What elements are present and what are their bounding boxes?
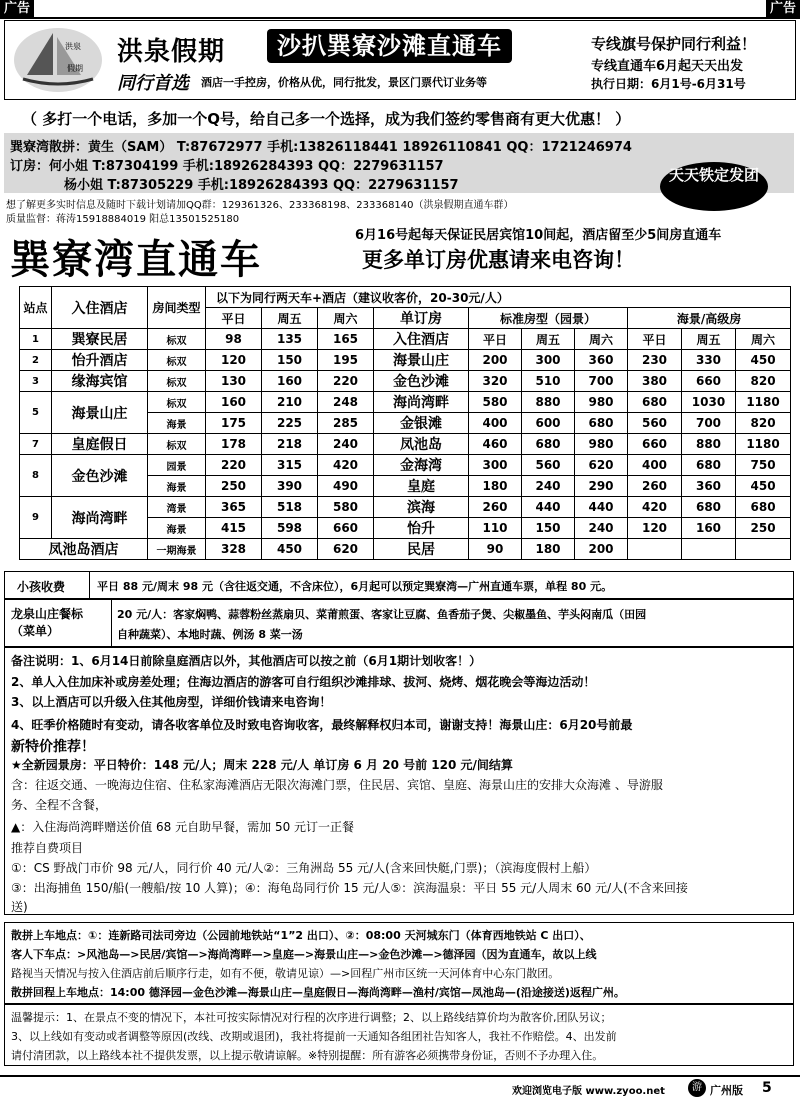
footer-rule [0,1075,800,1077]
pickup-line: 客人下车点：>风池岛—>民居/宾馆—>海尚湾畔—>皇庭—>海景山庄—>金色沙滩—>德泽园（因为直通车，故以上线 [11,948,597,961]
sub-title-1: 6月16号起每天保证民居宾馆10间起，酒店留至少5间房直通车 [355,228,722,243]
table-cell: 标双 [148,371,206,392]
table-cell: 怡升 [374,518,469,539]
table-cell: 缘海宾馆 [52,371,148,392]
table-cell: 300 [522,350,575,371]
table-cell: 330 [682,350,736,371]
table-cell: 880 [522,392,575,413]
table-cell: 周六 [736,329,791,350]
table-cell: 240 [575,518,628,539]
note-line: 推荐自费项目 [11,841,84,855]
table-cell: 700 [575,371,628,392]
table-cell: 220 [318,371,374,392]
meal-text-2: 自种蔬菜）、本地时蔬、例汤 8 菜一汤 [117,628,303,641]
header-hotel: 入住酒店 [52,287,148,329]
contact-line-2: 订房：何小姐 T:87304199 手机:18926284393 QQ：2279631157 [10,159,444,174]
header-station: 站点 [20,287,52,329]
table-cell: 980 [575,434,628,455]
table-cell: 880 [682,434,736,455]
tip-line: 温馨提示：1、在景点不变的情况下，本社可按实际情况对行程的次序进行调整；2、以上路线结算价均为散客价,团队另议； [11,1011,612,1024]
note-line: ★全新园景房：平日特价：148 元/人；周末 228 元/人 单订房 6 月 20 号前 120 元/间结算 [11,758,513,772]
note-line: 送) [11,900,28,914]
table-cell: 凤池岛 [374,434,469,455]
note-line: ③：出海捕鱼 150/船(一艘船/按 10 人算)；④：海龟岛同行价 15 元/人⑤：滨海温泉：平日 55 元/人周末 60 元/人(不含来回接 [11,881,688,895]
contact-line-1: 巽寮湾散拼：黄生（SAM） T:87672977 手机:13826118441 18926110841 QQ：1721246974 [10,140,632,155]
table-cell: 1030 [682,392,736,413]
table-cell: 210 [262,392,318,413]
table-cell: 360 [575,350,628,371]
table-cell: 248 [318,392,374,413]
pickup-line: 散拼回程上车地点：14:00 德泽园—金色沙滩—海景山庄—皇庭假日—海尚湾畔—渔村/宾馆—凤池岛—(沿途接送)返程广州。 [11,986,625,999]
table-cell: 195 [318,350,374,371]
table-cell: 680 [682,455,736,476]
sailboat-icon [13,27,103,93]
table-cell: 380 [628,371,682,392]
header-slogan-2: 专线直通车6月起天天出发 [591,59,744,74]
table-row [20,497,791,518]
table-cell: 海景山庄 [52,392,148,434]
tagline: 同行首选 [117,73,189,94]
table-cell: 400 [628,455,682,476]
table-cell: 230 [628,350,682,371]
note-line: ①：CS 野战门市价 98 元/人，同行价 40 元/人②：三角洲岛 55 元/人(含来回快艇,门票)；（滨海度假村上船） [11,861,597,875]
ad-label-left: 广告 [0,0,34,17]
tagline-detail: 酒店一手控房，价格从优，同行批发，景区门票代订业务等 [201,76,487,89]
price-table [19,286,791,560]
table-cell: 750 [736,455,791,476]
table-cell: 415 [206,518,262,539]
table-cell: 周五 [522,329,575,350]
table-cell: 680 [628,392,682,413]
header-friday: 周五 [262,308,318,329]
meal-text-1: 20 元/人：客家焖鸭、蒜蓉粉丝蒸扇贝、菜莆煎蛋、客家让豆腐、鱼香茄子煲、尖椒墨鱼、芋头闷南瓜（田园 [117,608,647,621]
note-line: 务、全程不含餐， [11,798,108,812]
table-cell: 260 [628,476,682,497]
table-cell: 218 [262,434,318,455]
table-cell: 120 [628,518,682,539]
table-cell: 250 [736,518,791,539]
table-cell: 450 [736,350,791,371]
table-cell: 130 [206,371,262,392]
table-cell: 560 [628,413,682,434]
child-fee-section [4,571,794,599]
table-cell: 海尚湾畔 [374,392,469,413]
table-cell: 400 [469,413,522,434]
table-cell: 240 [318,434,374,455]
header [4,20,796,100]
table-cell: 510 [522,371,575,392]
table-cell: 600 [522,413,575,434]
note-line: 含：往返交通、一晚海边住宿、住私家海滩酒店无限次海滩门票，住民居、宾馆、皇庭、海景山庄的安排大众海滩 、导游服 [11,778,663,792]
table-cell: 金海湾 [374,455,469,476]
page-number: 5 [762,1080,772,1096]
table-cell: 160 [206,392,262,413]
table-cell: 320 [469,371,522,392]
table-cell: 入住酒店 [374,329,469,350]
table-cell: 160 [682,518,736,539]
table-cell: 175 [206,413,262,434]
table-cell: 365 [206,497,262,518]
tip-line: 请付清团款，以上路线本社不提供发票，以上提示敬请谅解。※特别提醒：所有游客必须携带身份证，否则不予办理入住。 [11,1049,604,1062]
footer-edition: 广州版 [710,1084,743,1097]
note-line: 新特价推荐！ [11,739,95,755]
table-cell: 680 [522,434,575,455]
pickup-line: 路视当天情况与按入住酒店前后顺序行走，如有不便，敬请见谅）—>回程广州市区统一天河体育中心东门散团。 [11,967,560,980]
header-dates: 执行日期：6月1号-6月31号 [591,77,746,91]
table-cell: 328 [206,539,262,560]
table-cell: 8 [20,455,52,497]
table-cell: 海景 [148,413,206,434]
table-cell: 290 [575,476,628,497]
table-cell: 海景 [148,476,206,497]
table-cell: 220 [206,455,262,476]
table-cell: 7 [20,434,52,455]
table-cell: 360 [682,476,736,497]
table-cell: 皇庭 [374,476,469,497]
table-row [20,434,791,455]
note-line: 2、单人入住加床补或房差处理；住海边酒店的游客可自行组织沙滩排球、拔河、烧烤、烟花晚会等海边活动！ [11,675,596,689]
meal-section [4,599,794,647]
table-cell: 285 [318,413,374,434]
note-line: 3、以上酒店可以升级入住其他房型，详细价钱请来电咨询！ [11,695,332,709]
brand-name: 洪泉假期 [117,37,226,67]
table-cell: 150 [522,518,575,539]
table-cell: 2 [20,350,52,371]
pickup-line: 散拼上车地点：①：连新路司法司旁边（公园前地铁站“1”2 出口）、②：08:00 天河城东门（体育西地铁站 C 出口）、 [11,929,591,942]
table-cell: 620 [575,455,628,476]
table-cell: 300 [469,455,522,476]
table-cell: 标双 [148,434,206,455]
notes-section [4,647,794,915]
header-seaview-room: 海景/高级房 [628,308,791,329]
header-weekday: 平日 [206,308,262,329]
table-row [20,329,791,350]
table-cell: 580 [318,497,374,518]
logo-text-top: 洪泉 [65,42,81,51]
table-cell: 标双 [148,350,206,371]
contact-line-3: 杨小姐 T:87305229 手机:18926284393 QQ：2279631157 [64,178,459,193]
table-cell: 9 [20,497,52,539]
header-group-price: 以下为同行两天车+酒店（建议收客价，20-30元/人） [206,287,791,308]
table-cell: 金银滩 [374,413,469,434]
table-cell [682,539,736,560]
table-cell: 580 [469,392,522,413]
table-cell: 680 [736,497,791,518]
table-row [20,392,791,413]
table-cell: 一期海景 [148,539,206,560]
table-cell: 620 [318,539,374,560]
table-cell: 90 [469,539,522,560]
daily-departure-badge: 天天铁定发团 [660,162,768,211]
table-cell: 凤池岛酒店 [20,539,148,560]
header-standard-room: 标准房型（园景） [469,308,628,329]
table-cell: 1 [20,329,52,350]
qq-group-info: 想了解更多实时信息及随时下载计划请加QQ群：129361326、233368198、233368140（洪泉假期直通车群） [6,200,514,211]
header-slogan-1: 专线旗号保护同行利益！ [591,35,757,53]
table-row [20,455,791,476]
table-cell: 820 [736,413,791,434]
table-cell: 390 [262,476,318,497]
header-single-room: 单订房 [374,308,469,329]
table-cell: 440 [522,497,575,518]
note-line: 备注说明：1、6月14日前除皇庭酒店以外，其他酒店可以按之前（6月1期计划收客！） [11,654,482,668]
table-cell: 园景 [148,455,206,476]
main-title: 巽寮湾直通车 [10,237,262,283]
logo [13,27,103,93]
table-cell: 海尚湾畔 [52,497,148,539]
table-cell: 660 [318,518,374,539]
table-cell: 420 [628,497,682,518]
table-cell: 700 [682,413,736,434]
table-cell: 180 [469,476,522,497]
pickup-section [4,922,794,1004]
table-cell: 110 [469,518,522,539]
table-cell: 1180 [736,392,791,413]
table-cell: 680 [575,413,628,434]
table-cell: 皇庭假日 [52,434,148,455]
header-room-type: 房间类型 [148,287,206,329]
table-row [20,539,791,560]
table-cell: 450 [736,476,791,497]
table-cell: 民居 [374,539,469,560]
table-cell: 160 [262,371,318,392]
table-cell: 200 [469,350,522,371]
table-cell: 滨海 [374,497,469,518]
child-fee-label: 小孩收费 [17,580,66,594]
table-cell: 平日 [628,329,682,350]
quality-supervision: 质量监督：蒋涛15918884019 阳总13501525180 [6,214,240,225]
table-cell: 135 [262,329,318,350]
table-cell: 巽寮民居 [52,329,148,350]
table-cell: 海景山庄 [374,350,469,371]
sub-title-2: 更多单订房优惠请来电咨询！ [362,248,635,272]
table-cell: 450 [262,539,318,560]
table-cell: 178 [206,434,262,455]
table-cell [628,539,682,560]
table-cell [736,539,791,560]
table-cell: 680 [682,497,736,518]
route-banner: 沙扒巽寮沙滩直通车 [267,29,512,63]
table-cell: 315 [262,455,318,476]
table-cell: 平日 [469,329,522,350]
tips-section [4,1004,794,1066]
table-cell: 周六 [575,329,628,350]
table-cell: 周五 [682,329,736,350]
table-cell: 3 [20,371,52,392]
table-cell: 420 [318,455,374,476]
table-cell: 金色沙滩 [374,371,469,392]
table-cell: 598 [262,518,318,539]
table-cell: 标双 [148,329,206,350]
footer-text: 欢迎浏览电子版 www.zyoo.net [512,1086,665,1097]
table-cell: 225 [262,413,318,434]
table-cell: 98 [206,329,262,350]
table-cell: 560 [522,455,575,476]
table-cell: 165 [318,329,374,350]
table-row [20,371,791,392]
table-cell: 240 [522,476,575,497]
table-cell: 460 [469,434,522,455]
table-cell: 660 [682,371,736,392]
meal-label: 龙泉山庄餐标（菜单） [11,607,84,638]
table-cell: 标双 [148,392,206,413]
table-cell: 980 [575,392,628,413]
table-cell: 湾景 [148,497,206,518]
table-cell: 250 [206,476,262,497]
table-cell: 1180 [736,434,791,455]
footer-logo-icon: 游 [688,1079,706,1097]
table-cell: 海景 [148,518,206,539]
table-cell: 金色沙滩 [52,455,148,497]
child-fee-text: 平日 88 元/周末 98 元（含往返交通，不含床位），6月起可以预定巽寮湾—广州直通车票，单程 80 元。 [97,580,613,593]
note-line: ▲：入住海尚湾畔赠送价值 68 元自助早餐，需加 50 元订一正餐 [11,820,355,834]
table-cell: 怡升酒店 [52,350,148,371]
table-cell: 490 [318,476,374,497]
note-line: 4、旺季价格随时有变动，请各收客单位及时致电咨询收客，最终解释权归本司，谢谢支持！海景山庄：6月20号前最 [11,718,633,732]
ad-label-right: 广告 [766,0,800,17]
header-saturday: 周六 [318,308,374,329]
table-cell: 660 [628,434,682,455]
table-cell: 518 [262,497,318,518]
table-cell: 150 [262,350,318,371]
table-row [20,350,791,371]
table-cell: 260 [469,497,522,518]
table-cell: 820 [736,371,791,392]
table-cell: 120 [206,350,262,371]
table-cell: 200 [575,539,628,560]
slogan: （ 多打一个电话，多加一个Q号，给自己多一个选择，成为我们签约零售商有更大优惠！ ） [22,110,631,128]
tip-line: 3、以上线如有变动或者调整等原因(改线、改期或退团)，我社将提前一天通知各组团社告知客人，我社不作赔偿。4、出发前 [11,1030,617,1043]
table-cell: 180 [522,539,575,560]
table-cell: 440 [575,497,628,518]
logo-text-bottom: 假期 [67,64,83,73]
table-cell: 5 [20,392,52,434]
top-rule [0,17,800,19]
